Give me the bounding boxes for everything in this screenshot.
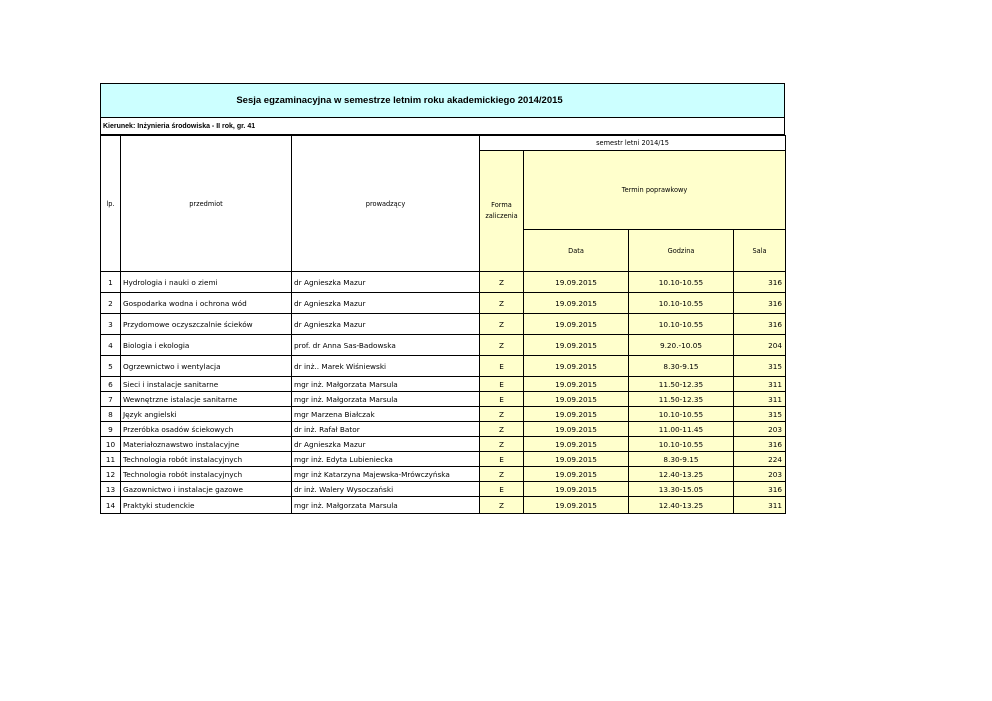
cell-room: 311 [734, 497, 786, 514]
cell-room: 311 [734, 392, 786, 407]
cell-date: 19.09.2015 [524, 314, 629, 335]
cell-teacher: dr inż.. Marek Wiśniewski [292, 356, 480, 377]
cell-teacher: mgr Marzena Białczak [292, 407, 480, 422]
cell-lp: 3 [101, 314, 121, 335]
cell-lp: 6 [101, 377, 121, 392]
cell-hour: 11.00-11.45 [629, 422, 734, 437]
table-row [101, 452, 786, 467]
table-row [101, 314, 786, 335]
cell-subject: Hydrologia i nauki o ziemi [121, 272, 292, 293]
cell-date: 19.09.2015 [524, 467, 629, 482]
sheet-subtitle: Kierunek: Inżynieria środowiska - II rok, gr. 41 [100, 118, 785, 135]
cell-form: E [480, 482, 524, 497]
cell-room: 316 [734, 437, 786, 452]
header-subject: przedmiot [121, 136, 292, 272]
cell-date: 19.09.2015 [524, 422, 629, 437]
table-row [101, 377, 786, 392]
cell-lp: 7 [101, 392, 121, 407]
cell-teacher: prof. dr Anna Sas-Badowska [292, 335, 480, 356]
header-date: Data [524, 230, 629, 272]
header-room: Sala [734, 230, 786, 272]
cell-room: 316 [734, 314, 786, 335]
cell-room: 315 [734, 407, 786, 422]
cell-teacher: dr inż. Rafał Bator [292, 422, 480, 437]
table-row [101, 467, 786, 482]
cell-lp: 2 [101, 293, 121, 314]
cell-hour: 8.30-9.15 [629, 452, 734, 467]
cell-hour: 12.40-13.25 [629, 497, 734, 514]
cell-teacher: mgr inż Katarzyna Majewska-Mrówczyńska [292, 467, 480, 482]
table-row [101, 293, 786, 314]
cell-date: 19.09.2015 [524, 392, 629, 407]
cell-subject: Język angielski [121, 407, 292, 422]
cell-form: Z [480, 272, 524, 293]
cell-form: Z [480, 335, 524, 356]
cell-subject: Sieci i instalacje sanitarne [121, 377, 292, 392]
table-row [101, 497, 786, 514]
table-row [101, 272, 786, 293]
cell-form: E [480, 392, 524, 407]
cell-lp: 9 [101, 422, 121, 437]
cell-teacher: mgr inż. Małgorzata Marsula [292, 497, 480, 514]
cell-room: 311 [734, 377, 786, 392]
cell-room: 203 [734, 467, 786, 482]
cell-form: Z [480, 437, 524, 452]
cell-hour: 9.20.-10.05 [629, 335, 734, 356]
cell-teacher: mgr inż. Edyta Lubieniecka [292, 452, 480, 467]
header-hour: Godzina [629, 230, 734, 272]
cell-form: E [480, 377, 524, 392]
cell-form: E [480, 452, 524, 467]
cell-teacher: mgr inż. Małgorzata Marsula [292, 377, 480, 392]
cell-date: 19.09.2015 [524, 377, 629, 392]
header-lp: lp. [101, 136, 121, 272]
cell-teacher: dr Agnieszka Mazur [292, 437, 480, 452]
cell-subject: Przeróbka osadów ściekowych [121, 422, 292, 437]
cell-subject: Materiałoznawstwo instalacyjne [121, 437, 292, 452]
cell-hour: 10.10-10.55 [629, 437, 734, 452]
cell-hour: 13.30-15.05 [629, 482, 734, 497]
cell-subject: Praktyki studenckie [121, 497, 292, 514]
cell-subject: Technologia robót instalacyjnych [121, 452, 292, 467]
cell-form: Z [480, 497, 524, 514]
table-row [101, 482, 786, 497]
cell-hour: 10.10-10.55 [629, 407, 734, 422]
cell-form: E [480, 356, 524, 377]
cell-teacher: dr Agnieszka Mazur [292, 293, 480, 314]
cell-hour: 11.50-12.35 [629, 377, 734, 392]
cell-room: 224 [734, 452, 786, 467]
cell-form: Z [480, 314, 524, 335]
cell-hour: 10.10-10.55 [629, 293, 734, 314]
cell-form: Z [480, 467, 524, 482]
cell-subject: Gospodarka wodna i ochrona wód [121, 293, 292, 314]
cell-hour: 12.40-13.25 [629, 467, 734, 482]
cell-date: 19.09.2015 [524, 356, 629, 377]
cell-lp: 4 [101, 335, 121, 356]
cell-subject: Przydomowe oczyszczalnie ścieków [121, 314, 292, 335]
cell-date: 19.09.2015 [524, 452, 629, 467]
cell-room: 315 [734, 356, 786, 377]
cell-date: 19.09.2015 [524, 497, 629, 514]
cell-room: 203 [734, 422, 786, 437]
cell-room: 316 [734, 293, 786, 314]
cell-hour: 10.10-10.55 [629, 272, 734, 293]
cell-form: Z [480, 422, 524, 437]
cell-room: 204 [734, 335, 786, 356]
cell-hour: 10.10-10.55 [629, 314, 734, 335]
table-row [101, 335, 786, 356]
cell-hour: 8.30-9.15 [629, 356, 734, 377]
schedule-table [100, 135, 786, 514]
cell-teacher: dr Agnieszka Mazur [292, 314, 480, 335]
cell-subject: Biologia i ekologia [121, 335, 292, 356]
table-row [101, 422, 786, 437]
cell-form: Z [480, 293, 524, 314]
cell-date: 19.09.2015 [524, 293, 629, 314]
table-row [101, 407, 786, 422]
cell-date: 19.09.2015 [524, 437, 629, 452]
cell-subject: Wewnętrzne istalacje sanitarne [121, 392, 292, 407]
table-row [101, 392, 786, 407]
header-retake: Termin poprawkowy [524, 151, 786, 230]
cell-lp: 12 [101, 467, 121, 482]
cell-room: 316 [734, 482, 786, 497]
cell-date: 19.09.2015 [524, 482, 629, 497]
cell-subject: Gazownictwo i instalacje gazowe [121, 482, 292, 497]
cell-lp: 11 [101, 452, 121, 467]
cell-hour: 11.50-12.35 [629, 392, 734, 407]
cell-subject: Technologia robót instalacyjnych [121, 467, 292, 482]
cell-lp: 1 [101, 272, 121, 293]
cell-date: 19.09.2015 [524, 272, 629, 293]
cell-teacher: mgr inż. Małgorzata Marsula [292, 392, 480, 407]
exam-schedule-sheet [100, 83, 785, 514]
cell-date: 19.09.2015 [524, 335, 629, 356]
table-row [101, 356, 786, 377]
cell-lp: 13 [101, 482, 121, 497]
cell-teacher: dr inż. Walery Wysoczański [292, 482, 480, 497]
header-teacher: prowadzący [292, 136, 480, 272]
cell-lp: 5 [101, 356, 121, 377]
header-form: Forma zaliczenia [480, 151, 524, 272]
header-semester: semestr letni 2014/15 [480, 136, 786, 151]
cell-lp: 10 [101, 437, 121, 452]
cell-subject: Ogrzewnictwo i wentylacja [121, 356, 292, 377]
cell-lp: 8 [101, 407, 121, 422]
cell-lp: 14 [101, 497, 121, 514]
sheet-title: Sesja egzaminacyjna w semestrze letnim roku akademickiego 2014/2015 [100, 83, 785, 118]
cell-date: 19.09.2015 [524, 407, 629, 422]
cell-form: Z [480, 407, 524, 422]
table-row [101, 437, 786, 452]
cell-room: 316 [734, 272, 786, 293]
cell-teacher: dr Agnieszka Mazur [292, 272, 480, 293]
